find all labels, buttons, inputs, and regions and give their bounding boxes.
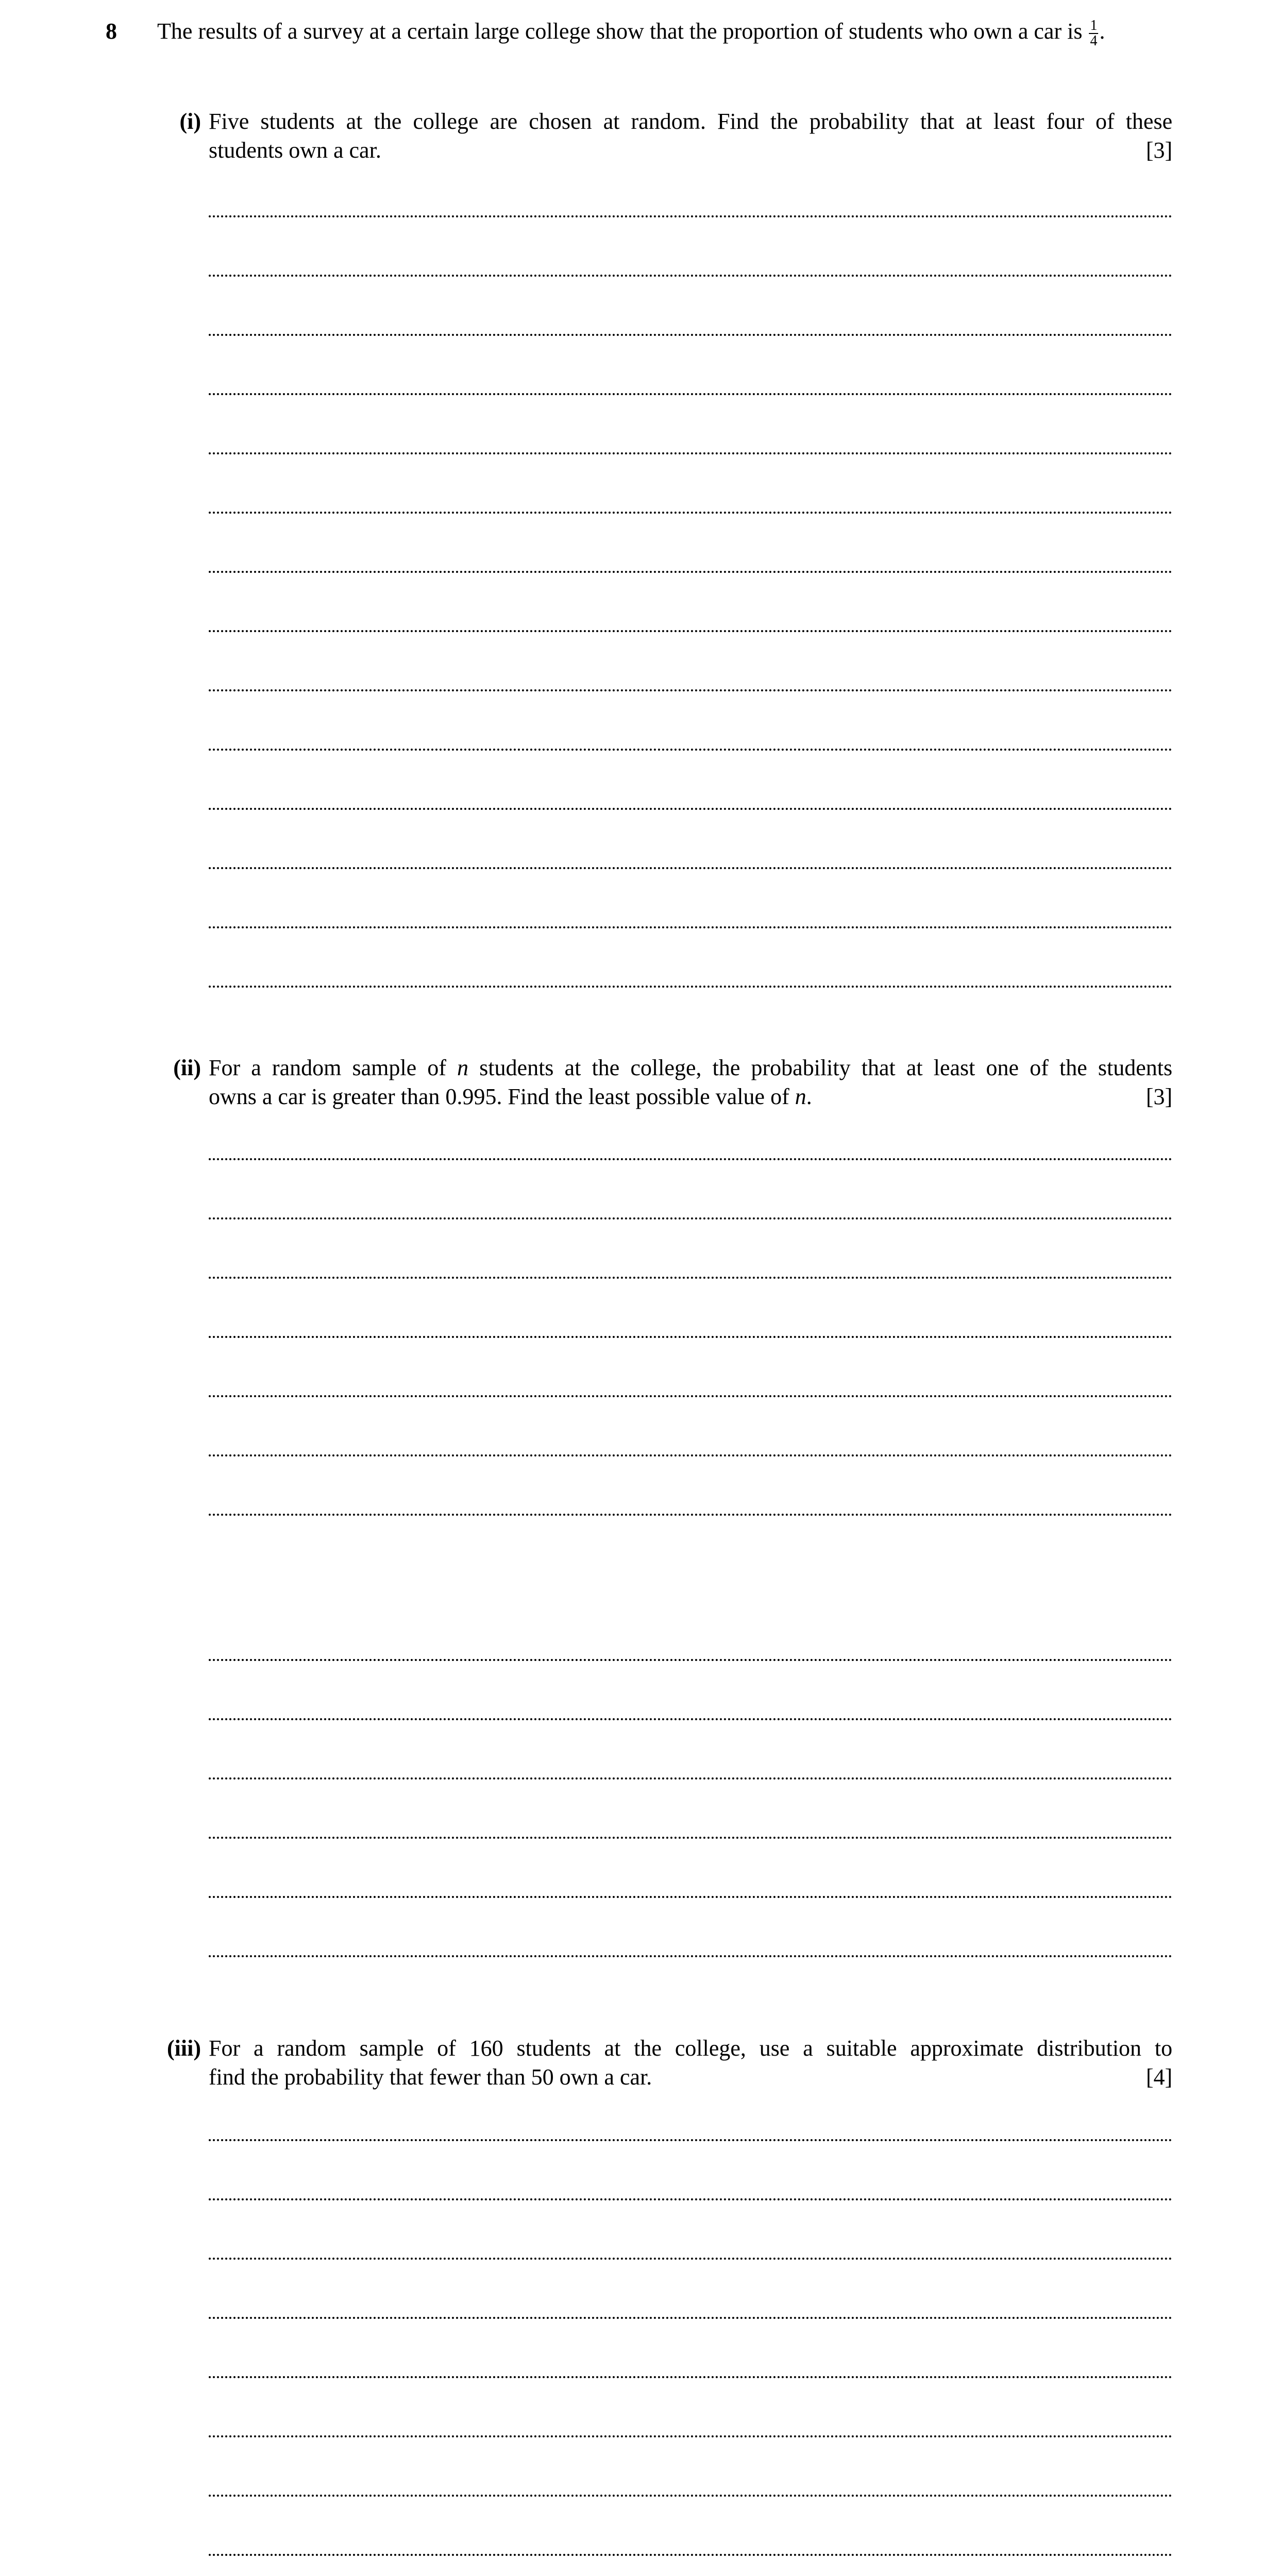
- part-ii-line1-a: For a random sample of: [209, 1055, 458, 1080]
- answer-line[interactable]: [209, 2435, 1172, 2437]
- answer-line[interactable]: [209, 986, 1172, 988]
- answer-line[interactable]: [209, 1837, 1172, 1839]
- variable-n: n: [457, 1055, 469, 1080]
- stem-end: .: [1099, 19, 1105, 44]
- answer-line[interactable]: [209, 689, 1172, 691]
- part-iii-marks: [4]: [1146, 2064, 1172, 2090]
- answer-line[interactable]: [209, 1777, 1172, 1780]
- answer-line[interactable]: [209, 1217, 1172, 1219]
- answer-line[interactable]: [209, 749, 1172, 751]
- fraction-denominator: 4: [1090, 32, 1098, 49]
- answer-line[interactable]: [209, 1158, 1172, 1160]
- part-ii-line1: [209, 1054, 1172, 1082]
- answer-line[interactable]: [209, 1277, 1172, 1279]
- answer-line[interactable]: [209, 2198, 1172, 2200]
- part-label-iii: (iii): [167, 2036, 201, 2061]
- stem-text: The results of a survey at a certain large college show that the proportion of students who own a car is: [157, 19, 1083, 44]
- answer-line[interactable]: [209, 2376, 1172, 2378]
- part-iii-line1: For a random sample of 160 students at the college, use a suitable approximate distribution to: [209, 2036, 1172, 2061]
- part-ii-line1-b: students at the college, the probability that at least one of the students: [468, 1055, 1172, 1080]
- answer-line[interactable]: [209, 2258, 1172, 2260]
- answer-line[interactable]: [209, 275, 1172, 277]
- answer-line[interactable]: [209, 867, 1172, 869]
- answer-line[interactable]: [209, 2495, 1172, 2497]
- answer-line[interactable]: [209, 215, 1172, 217]
- part-iii-line2-text: find the probability that fewer than 50 own a car.: [209, 2064, 652, 2090]
- fraction-numerator: 1: [1090, 17, 1098, 33]
- fraction-one-quarter: [1089, 19, 1098, 48]
- answer-line[interactable]: [209, 2139, 1172, 2141]
- part-ii-marks: [3]: [1146, 1084, 1172, 1109]
- part-label-i: (i): [179, 109, 201, 134]
- answer-line[interactable]: [209, 926, 1172, 928]
- answer-line[interactable]: [209, 2554, 1172, 2556]
- answer-line[interactable]: [209, 1336, 1172, 1338]
- answer-line[interactable]: [209, 630, 1172, 632]
- answer-line[interactable]: [209, 1454, 1172, 1456]
- question-stem: [157, 17, 1172, 48]
- part-i-marks: [3]: [1146, 138, 1172, 163]
- part-ii-line2-b: .: [806, 1084, 812, 1109]
- answer-line[interactable]: [209, 1896, 1172, 1898]
- answer-line[interactable]: [209, 571, 1172, 573]
- answer-line[interactable]: [209, 452, 1172, 454]
- answer-line[interactable]: [209, 393, 1172, 395]
- answer-line[interactable]: [209, 1514, 1172, 1516]
- part-iii-text: [209, 2034, 1172, 2092]
- part-ii-line2-a: owns a car is greater than 0.995. Find the least possible value of: [209, 1084, 795, 1109]
- answer-line[interactable]: [209, 1955, 1172, 1957]
- part-ii-line2-text: [209, 1082, 812, 1111]
- answer-line[interactable]: [209, 808, 1172, 810]
- part-label-ii: (ii): [173, 1055, 201, 1080]
- answer-line[interactable]: [209, 512, 1172, 514]
- answer-line[interactable]: [209, 334, 1172, 336]
- answer-line[interactable]: [209, 1718, 1172, 1720]
- part-iii-line2: [209, 2063, 1172, 2092]
- part-ii-line2: [209, 1082, 1172, 1111]
- part-i-line1: Five students at the college are chosen at random. Find the probability that at least four of these: [209, 109, 1172, 134]
- part-ii-text: [209, 1054, 1172, 1111]
- variable-n: n: [795, 1084, 806, 1109]
- part-i-line2: [209, 136, 1172, 165]
- answer-line[interactable]: [209, 1395, 1172, 1397]
- part-i-text: [209, 107, 1172, 165]
- question-number: 8: [106, 19, 117, 44]
- answer-line[interactable]: [209, 2317, 1172, 2319]
- answer-line[interactable]: [209, 1659, 1172, 1661]
- part-i-line2-text: students own a car.: [209, 138, 381, 163]
